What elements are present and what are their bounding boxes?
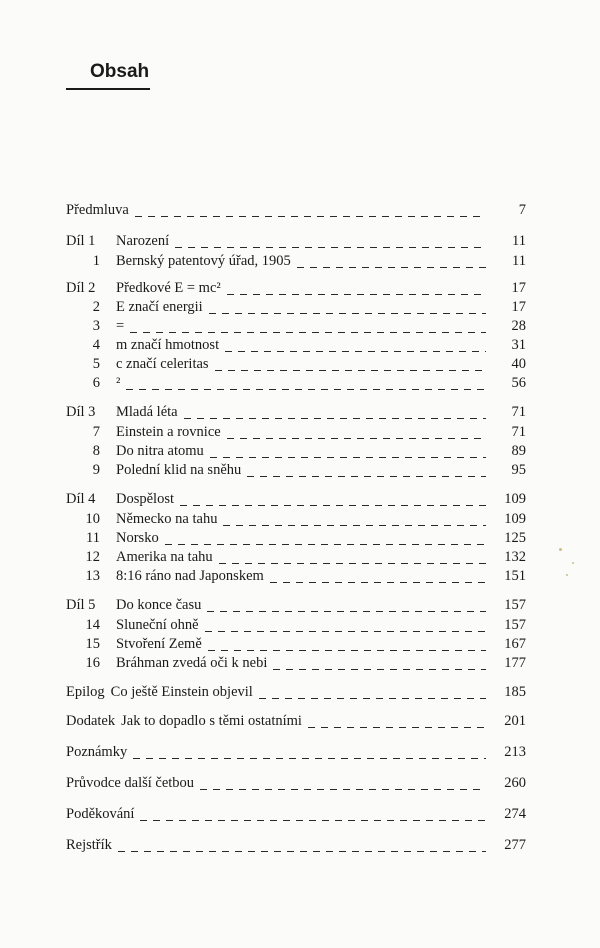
toc-entry: [66, 200, 526, 220]
toc-entry-label: Díl 3: [66, 404, 96, 420]
toc-entry: [66, 231, 526, 251]
dash-leader: [207, 604, 486, 612]
toc-entry-title: Einstein a rovnice: [116, 424, 221, 440]
toc-entry-page: 31: [511, 337, 526, 353]
toc-entry: [66, 773, 526, 793]
toc-entry-page: 201: [504, 713, 526, 729]
toc-entry-label: Rejstřík: [66, 837, 112, 853]
dash-leader: [205, 624, 486, 632]
dash-leader: [273, 662, 486, 670]
dash-leader: [247, 469, 486, 477]
toc-entry-title: Bráhman zvedá oči k nebi: [116, 655, 268, 671]
toc-entry-page: 17: [511, 299, 526, 315]
toc-entry-label: 8: [92, 443, 100, 459]
toc-entry: [66, 804, 526, 824]
toc-entry-title: m značí hmotnost: [116, 337, 220, 353]
toc-entry-label: Díl 1: [66, 233, 96, 249]
toc-entry-label: Díl 2: [66, 280, 96, 296]
toc-entry-label: 10: [85, 511, 100, 527]
toc-entry-label: 6: [92, 375, 100, 391]
toc-entry-title: c značí celeritas: [116, 356, 209, 372]
toc-entry-page: 132: [504, 549, 526, 565]
toc-entry-label: 15: [85, 636, 100, 652]
dash-leader: [227, 287, 486, 295]
dash-leader: [259, 691, 486, 699]
toc-entry-title: Německo na tahu: [116, 511, 218, 527]
toc-entry: [66, 528, 526, 548]
toc-entry: [66, 634, 526, 654]
toc-entry-page: 71: [511, 424, 526, 440]
toc-entry-title: Narození: [116, 233, 170, 249]
dash-leader: [208, 643, 486, 651]
toc-entry-label: Poděkování: [66, 806, 135, 822]
toc-entry-label: 5: [92, 356, 100, 372]
toc-entry: [66, 682, 526, 702]
toc-entry-label: 16: [85, 655, 100, 671]
toc-entry-label: 2: [92, 299, 100, 315]
dash-leader: [200, 782, 486, 790]
toc-entry: [66, 509, 526, 529]
toc-entry-page: 277: [504, 837, 526, 853]
toc-entry-page: 185: [504, 684, 526, 700]
toc-entry: [66, 711, 526, 731]
toc-entry-page: 95: [511, 462, 526, 478]
toc-entry-page: 167: [504, 636, 526, 652]
toc-entry-page: 17: [511, 280, 526, 296]
toc-entry-page: 40: [511, 356, 526, 372]
toc-entry-title: ²: [116, 375, 121, 391]
toc-entry-page: 28: [511, 318, 526, 334]
toc-entry: [66, 422, 526, 442]
toc-entry-title: Mladá léta: [116, 404, 178, 420]
toc-entry-page: 11: [512, 253, 526, 269]
toc-entry: [66, 460, 526, 480]
toc-entry-title: Amerika na tahu: [116, 549, 213, 565]
toc-entry: [66, 297, 526, 317]
toc-entry-page: 109: [504, 511, 526, 527]
toc-entry-title: Norsko: [116, 530, 159, 546]
toc-entry-page: 213: [504, 744, 526, 760]
toc-entry: [66, 566, 526, 586]
toc-entry-label: Poznámky: [66, 744, 128, 760]
toc-entry-title: Dospělost: [116, 491, 174, 507]
dash-leader: [140, 813, 486, 821]
toc-entry-label: Předmluva: [66, 202, 129, 218]
page-title: Obsah: [66, 60, 150, 90]
toc-entry: [66, 278, 526, 298]
toc-entry-label: Dodatek: [66, 713, 116, 729]
toc-entry-title: Sluneční ohně: [116, 617, 199, 633]
toc-entry: [66, 489, 526, 509]
dash-leader: [219, 556, 486, 564]
dash-leader: [209, 306, 486, 314]
dash-leader: [165, 537, 486, 545]
toc-entry-page: 56: [511, 375, 526, 391]
toc-entry-page: 7: [518, 202, 526, 218]
toc-entry-label: Průvodce další četbou: [66, 775, 195, 791]
toc-entry-page: 274: [504, 806, 526, 822]
dash-leader: [225, 344, 486, 352]
toc-entry-title: 8:16 ráno nad Japonskem: [116, 568, 264, 584]
toc-entry: [66, 354, 526, 374]
dash-leader: [118, 844, 486, 852]
toc-entry-page: 260: [504, 775, 526, 791]
toc-entry: [66, 547, 526, 567]
toc-entry-label: 9: [92, 462, 100, 478]
dash-leader: [133, 751, 486, 759]
paper-speck: [559, 548, 562, 551]
toc-entry: [66, 441, 526, 461]
toc-entry-page: 157: [504, 597, 526, 613]
toc-entry: [66, 595, 526, 615]
toc-entry: [66, 742, 526, 762]
toc-entry-page: 11: [512, 233, 526, 249]
toc-entry-title: E značí energii: [116, 299, 203, 315]
toc-entry-label: 11: [86, 530, 100, 546]
toc-entry-label: 3: [92, 318, 100, 334]
paper-speck: [566, 574, 568, 576]
toc-entry: [66, 835, 526, 855]
toc-entry-page: 151: [504, 568, 526, 584]
toc-entry: [66, 653, 526, 673]
toc-entry-page: 177: [504, 655, 526, 671]
toc-entry-label: Díl 4: [66, 491, 96, 507]
toc-entry-title: Co ještě Einstein objevil: [110, 684, 253, 700]
toc-entry-label: Díl 5: [66, 597, 96, 613]
toc-entry-label: 7: [92, 424, 100, 440]
dash-leader: [175, 240, 486, 248]
toc-entry-label: 12: [85, 549, 100, 565]
toc-entry-title: Polední klid na sněhu: [116, 462, 242, 478]
toc-entry: [66, 373, 526, 393]
toc-entry-title: Bernský patentový úřad, 1905: [116, 253, 291, 269]
toc-entry-label: 1: [92, 253, 100, 269]
dash-leader: [223, 518, 486, 526]
toc-entry-label: 4: [92, 337, 100, 353]
toc-entry: [66, 615, 526, 635]
toc-entry-page: 109: [504, 491, 526, 507]
dash-leader: [308, 720, 486, 728]
toc-entry-page: 89: [511, 443, 526, 459]
toc-entry: [66, 335, 526, 355]
toc-entry-title: Jak to dopadlo s těmi ostatními: [121, 713, 302, 729]
dash-leader: [227, 431, 486, 439]
toc-entry-title: Předkové E = mc²: [116, 280, 221, 296]
toc-entry-title: Stvoření Země: [116, 636, 202, 652]
dash-leader: [126, 382, 486, 390]
toc-entry-title: Do konce času: [116, 597, 202, 613]
toc-entry-label: Epilog: [66, 684, 105, 700]
toc-entry-label: 13: [85, 568, 100, 584]
toc-entry-page: 71: [511, 404, 526, 420]
toc-entry-title: =: [116, 318, 125, 334]
toc-entry-label: 14: [85, 617, 100, 633]
paper-speck: [572, 562, 574, 564]
dash-leader: [135, 209, 486, 217]
toc-entry: [66, 316, 526, 336]
dash-leader: [270, 575, 486, 583]
dash-leader: [130, 325, 486, 333]
dash-leader: [297, 260, 486, 268]
dash-leader: [184, 411, 486, 419]
toc-entry-title: Do nitra atomu: [116, 443, 204, 459]
dash-leader: [180, 498, 486, 506]
toc-entry: [66, 251, 526, 271]
toc-entry: [66, 402, 526, 422]
dash-leader: [215, 363, 486, 371]
toc-entry-page: 125: [504, 530, 526, 546]
toc-entry-page: 157: [504, 617, 526, 633]
dash-leader: [210, 450, 486, 458]
